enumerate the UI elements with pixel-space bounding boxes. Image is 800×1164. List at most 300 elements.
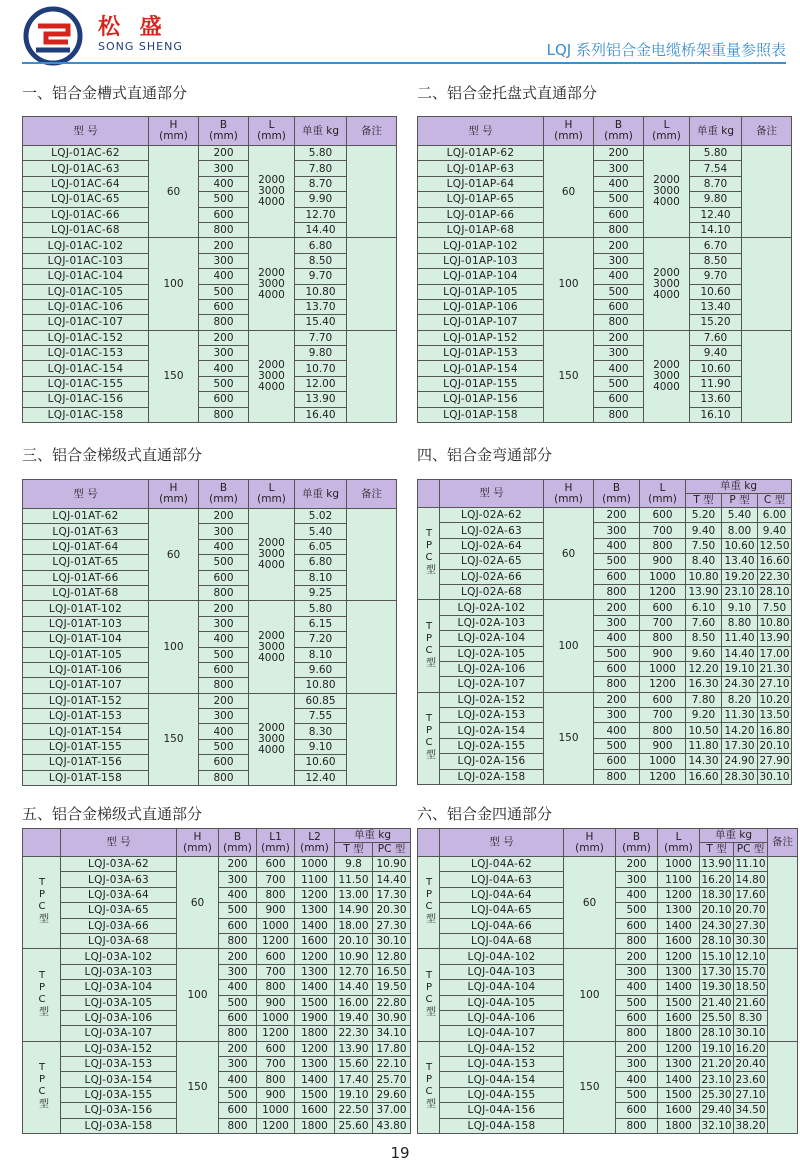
model-cell: LQJ-02A-106 bbox=[440, 661, 544, 676]
value-cell: 800 bbox=[616, 1026, 658, 1041]
value-cell: 500 bbox=[616, 903, 658, 918]
weight-cell: 8.50 bbox=[295, 253, 347, 268]
header-h: H (mm) bbox=[177, 829, 219, 857]
model-cell: LQJ-03A-68 bbox=[61, 933, 177, 948]
value-cell: 22.10 bbox=[373, 1057, 411, 1072]
model-cell: LQJ-04A-63 bbox=[440, 872, 564, 887]
header-l1: L1 (mm) bbox=[257, 829, 295, 857]
type-label-text: TPC型 bbox=[36, 1061, 48, 1109]
model-cell: LQJ-01AT-152 bbox=[23, 693, 149, 708]
value-cell: 400 bbox=[219, 1072, 257, 1087]
weight-cell: 9.40 bbox=[690, 346, 742, 361]
value-cell: 400 bbox=[616, 1072, 658, 1087]
header-model: 型 号 bbox=[61, 829, 177, 857]
value-cell: 23.60 bbox=[735, 1073, 766, 1086]
value-cell: 200 bbox=[616, 857, 658, 872]
value-cell: 16.20 bbox=[701, 873, 732, 886]
value-cell: 14.80 bbox=[735, 873, 766, 886]
header-remark: 备注 bbox=[768, 829, 798, 857]
value-cell: 200 bbox=[594, 600, 640, 615]
table-row bbox=[23, 315, 397, 330]
table-row bbox=[23, 146, 397, 161]
l-cell: 2000 3000 4000 bbox=[249, 601, 295, 693]
value-cell: 1600 bbox=[295, 933, 335, 948]
value-cell: 7.80 bbox=[686, 692, 722, 707]
value-cell: 16.50 bbox=[373, 964, 411, 979]
table-row bbox=[418, 646, 792, 661]
model-cell: LQJ-01AT-63 bbox=[23, 524, 149, 539]
value-cell: 16.60 bbox=[759, 555, 790, 568]
type-label bbox=[23, 1041, 61, 1133]
value-cell: 9.60 bbox=[686, 646, 722, 661]
weight-cell: 16.40 bbox=[295, 407, 347, 422]
weight-cell: 8.10 bbox=[295, 570, 347, 585]
value-cell: 6.10 bbox=[686, 600, 722, 615]
value-cell: 800 bbox=[594, 769, 640, 784]
value-cell: 14.40 bbox=[335, 980, 373, 995]
remark-cell bbox=[768, 857, 798, 949]
value-cell: 22.50 bbox=[335, 1103, 373, 1118]
value-cell: 22.80 bbox=[373, 995, 411, 1010]
l-cell: 2000 3000 4000 bbox=[644, 330, 690, 422]
value-cell: 21.20 bbox=[701, 1058, 732, 1071]
table-row bbox=[418, 207, 792, 222]
table-row bbox=[418, 538, 792, 553]
value-cell: 1000 bbox=[257, 1010, 295, 1025]
b-cell: 400 bbox=[199, 176, 249, 191]
table-row bbox=[418, 346, 792, 361]
value-cell: 28.30 bbox=[722, 769, 758, 784]
weight-cell: 7.54 bbox=[690, 161, 742, 176]
value-cell: 1200 bbox=[257, 1026, 295, 1041]
b-cell: 800 bbox=[594, 222, 644, 237]
value-cell: 22.30 bbox=[335, 1026, 373, 1041]
header-p-type: P 型 bbox=[722, 494, 758, 508]
value-cell: 10.80 bbox=[686, 569, 722, 584]
h-cell: 100 bbox=[149, 601, 199, 693]
value-cell: 1200 bbox=[640, 677, 686, 692]
model-cell: LQJ-01AC-102 bbox=[23, 238, 149, 253]
value-cell: 25.50 bbox=[701, 1012, 732, 1025]
model-cell: LQJ-02A-154 bbox=[440, 723, 544, 738]
value-cell: 1500 bbox=[658, 995, 700, 1010]
value-cell: 500 bbox=[594, 646, 640, 661]
model-cell: LQJ-01AT-105 bbox=[23, 647, 149, 662]
table-row bbox=[23, 570, 397, 585]
table-row bbox=[418, 330, 792, 345]
model-cell: LQJ-01AC-156 bbox=[23, 392, 149, 407]
b-cell: 500 bbox=[594, 376, 644, 391]
l-cell: 2000 3000 4000 bbox=[249, 693, 295, 785]
value-cell: 700 bbox=[257, 964, 295, 979]
value-cell: 600 bbox=[594, 661, 640, 676]
table-row bbox=[418, 315, 792, 330]
weight-cell: 16.10 bbox=[690, 407, 742, 422]
value-cell: 25.60 bbox=[335, 1118, 373, 1133]
b-cell: 400 bbox=[594, 361, 644, 376]
b-cell: 800 bbox=[199, 585, 249, 600]
value-cell: 13.90 bbox=[759, 632, 790, 645]
value-cell: 1300 bbox=[295, 903, 335, 918]
value-cell: 19.30 bbox=[701, 981, 732, 994]
model-cell: LQJ-02A-66 bbox=[440, 569, 544, 584]
b-cell: 800 bbox=[199, 222, 249, 237]
value-cell: 30.10 bbox=[373, 933, 411, 948]
value-cell: 12.10 bbox=[735, 950, 766, 963]
value-cell: 1800 bbox=[658, 1118, 700, 1133]
b-cell: 300 bbox=[594, 253, 644, 268]
value-cell: 22.30 bbox=[759, 570, 790, 583]
model-cell: LQJ-02A-64 bbox=[440, 538, 544, 553]
model-cell: LQJ-01AP-66 bbox=[418, 207, 544, 222]
model-cell: LQJ-04A-68 bbox=[440, 933, 564, 948]
model-cell: LQJ-01AC-158 bbox=[23, 407, 149, 422]
value-cell: 11.80 bbox=[686, 738, 722, 753]
table-row bbox=[418, 253, 792, 268]
value-cell: 200 bbox=[594, 692, 640, 707]
value-cell: 700 bbox=[257, 872, 295, 887]
model-cell: LQJ-01AT-64 bbox=[23, 539, 149, 554]
value-cell: 9.10 bbox=[722, 600, 758, 615]
value-cell: 300 bbox=[219, 964, 257, 979]
weight-cell: 5.40 bbox=[295, 524, 347, 539]
b-cell: 600 bbox=[594, 299, 644, 314]
b-cell: 400 bbox=[199, 361, 249, 376]
value-cell: 600 bbox=[219, 1010, 257, 1025]
type-label bbox=[418, 857, 440, 949]
weight-cell: 10.60 bbox=[690, 284, 742, 299]
value-cell: 200 bbox=[219, 1041, 257, 1056]
table-row bbox=[418, 661, 792, 676]
header-b: B (mm) bbox=[199, 480, 249, 509]
model-cell: LQJ-01AT-156 bbox=[23, 755, 149, 770]
spec-table bbox=[22, 479, 397, 786]
table-row bbox=[418, 738, 792, 753]
page-title: LQJ 系列铝合金电缆桥架重量参照表 bbox=[546, 41, 786, 59]
page-number: 19 bbox=[390, 1144, 410, 1162]
value-cell: 600 bbox=[257, 857, 295, 872]
l-cell: 2000 3000 4000 bbox=[249, 146, 295, 238]
value-cell: 12.20 bbox=[686, 661, 722, 676]
weight-cell: 13.70 bbox=[295, 299, 347, 314]
l-cell: 2000 3000 4000 bbox=[249, 330, 295, 422]
value-cell: 30.10 bbox=[759, 770, 790, 783]
value-cell: 24.30 bbox=[701, 919, 732, 932]
model-cell: LQJ-04A-105 bbox=[440, 995, 564, 1010]
table-row bbox=[418, 754, 792, 769]
b-cell: 600 bbox=[199, 392, 249, 407]
h-cell: 100 bbox=[149, 238, 199, 330]
model-cell: LQJ-01AP-155 bbox=[418, 376, 544, 391]
value-cell: 16.30 bbox=[686, 677, 722, 692]
b-cell: 800 bbox=[199, 315, 249, 330]
table-row bbox=[23, 755, 397, 770]
table-row bbox=[418, 392, 792, 407]
b-cell: 800 bbox=[594, 315, 644, 330]
table-row bbox=[23, 632, 397, 647]
b-cell: 300 bbox=[199, 161, 249, 176]
value-cell: 10.20 bbox=[759, 693, 790, 706]
value-cell: 500 bbox=[616, 995, 658, 1010]
b-cell: 400 bbox=[199, 269, 249, 284]
value-cell: 800 bbox=[616, 933, 658, 948]
header-l2: L2 (mm) bbox=[295, 829, 335, 857]
model-cell: LQJ-01AP-102 bbox=[418, 238, 544, 253]
remark-cell bbox=[768, 949, 798, 1041]
model-cell: LQJ-03A-62 bbox=[61, 857, 177, 872]
model-cell: LQJ-01AT-104 bbox=[23, 632, 149, 647]
value-cell: 1000 bbox=[257, 918, 295, 933]
model-cell: LQJ-02A-107 bbox=[440, 677, 544, 692]
remark-cell bbox=[347, 601, 397, 693]
value-cell: 300 bbox=[616, 964, 658, 979]
value-cell: 900 bbox=[640, 646, 686, 661]
model-cell: LQJ-04A-152 bbox=[440, 1041, 564, 1056]
model-cell: LQJ-01AP-103 bbox=[418, 253, 544, 268]
value-cell: 14.40 bbox=[373, 872, 411, 887]
header-model: 型 号 bbox=[440, 480, 544, 508]
value-cell: 30.90 bbox=[373, 1010, 411, 1025]
l-cell: 2000 3000 4000 bbox=[249, 509, 295, 601]
value-cell: 300 bbox=[594, 615, 640, 630]
model-cell: LQJ-01AC-64 bbox=[23, 176, 149, 191]
remark-cell bbox=[768, 1041, 798, 1133]
value-cell: 25.30 bbox=[701, 1089, 732, 1102]
table-row bbox=[418, 299, 792, 314]
weight-cell: 9.80 bbox=[690, 192, 742, 207]
header-h: H (mm) bbox=[149, 480, 199, 509]
table-row bbox=[23, 269, 397, 284]
model-cell: LQJ-01AT-62 bbox=[23, 509, 149, 524]
value-cell: 500 bbox=[594, 738, 640, 753]
table-row bbox=[23, 539, 397, 554]
weight-cell: 7.20 bbox=[295, 632, 347, 647]
value-cell: 600 bbox=[257, 1041, 295, 1056]
table-row bbox=[418, 361, 792, 376]
h-cell: 60 bbox=[564, 857, 616, 949]
header-l: L (mm) bbox=[644, 117, 690, 146]
model-cell: LQJ-04A-103 bbox=[440, 964, 564, 979]
table-row bbox=[418, 631, 792, 646]
section-title: 五、铝合金梯级式直通部分 bbox=[22, 805, 203, 823]
model-cell: LQJ-01AT-65 bbox=[23, 555, 149, 570]
value-cell: 19.20 bbox=[722, 569, 758, 584]
value-cell: 19.10 bbox=[701, 1042, 732, 1055]
header-h: H (mm) bbox=[544, 117, 594, 146]
model-cell: LQJ-03A-156 bbox=[61, 1103, 177, 1118]
weight-cell: 8.10 bbox=[295, 647, 347, 662]
value-cell: 1200 bbox=[640, 769, 686, 784]
l-cell: 2000 3000 4000 bbox=[644, 238, 690, 330]
value-cell: 28.10 bbox=[701, 935, 732, 948]
table-row bbox=[418, 222, 792, 237]
value-cell: 28.10 bbox=[759, 586, 790, 599]
spec-table bbox=[417, 479, 792, 785]
table-row bbox=[23, 207, 397, 222]
value-cell: 400 bbox=[594, 538, 640, 553]
value-cell: 8.50 bbox=[686, 631, 722, 646]
value-cell: 15.70 bbox=[735, 965, 766, 978]
h-cell: 60 bbox=[544, 508, 594, 600]
b-cell: 300 bbox=[594, 346, 644, 361]
type-label-text: TPC型 bbox=[423, 1061, 435, 1109]
weight-cell: 9.80 bbox=[295, 346, 347, 361]
model-cell: LQJ-01AC-154 bbox=[23, 361, 149, 376]
model-cell: LQJ-01AT-153 bbox=[23, 709, 149, 724]
model-cell: LQJ-04A-104 bbox=[440, 980, 564, 995]
value-cell: 1400 bbox=[658, 980, 700, 995]
model-cell: LQJ-02A-155 bbox=[440, 738, 544, 753]
value-cell: 1200 bbox=[257, 1118, 295, 1133]
b-cell: 300 bbox=[199, 524, 249, 539]
b-cell: 200 bbox=[199, 330, 249, 345]
spec-table bbox=[417, 116, 792, 423]
value-cell: 200 bbox=[616, 1041, 658, 1056]
weight-cell: 12.40 bbox=[690, 207, 742, 222]
value-cell: 20.10 bbox=[701, 904, 732, 917]
value-cell: 1400 bbox=[295, 918, 335, 933]
model-cell: LQJ-01AT-158 bbox=[23, 770, 149, 785]
model-cell: LQJ-01AP-153 bbox=[418, 346, 544, 361]
value-cell: 27.30 bbox=[373, 918, 411, 933]
value-cell: 18.30 bbox=[701, 888, 732, 901]
model-cell: LQJ-03A-66 bbox=[61, 918, 177, 933]
brand-name-en: SONG SHENG bbox=[98, 40, 183, 53]
value-cell: 13.00 bbox=[335, 887, 373, 902]
value-cell: 8.20 bbox=[722, 692, 758, 707]
remark-cell bbox=[347, 238, 397, 330]
value-cell: 17.30 bbox=[722, 738, 758, 753]
value-cell: 19.40 bbox=[335, 1010, 373, 1025]
h-cell: 60 bbox=[149, 509, 199, 601]
value-cell: 8.80 bbox=[722, 615, 758, 630]
table-row bbox=[418, 508, 792, 523]
weight-cell: 6.70 bbox=[690, 238, 742, 253]
value-cell: 1300 bbox=[658, 903, 700, 918]
value-cell: 400 bbox=[616, 980, 658, 995]
value-cell: 16.60 bbox=[686, 769, 722, 784]
b-cell: 300 bbox=[199, 253, 249, 268]
value-cell: 16.80 bbox=[759, 724, 790, 737]
value-cell: 600 bbox=[616, 1103, 658, 1118]
weight-cell: 8.70 bbox=[690, 176, 742, 191]
weight-cell: 8.70 bbox=[295, 176, 347, 191]
value-cell: 37.00 bbox=[373, 1103, 411, 1118]
table-row bbox=[23, 176, 397, 191]
value-cell: 14.40 bbox=[722, 646, 758, 661]
value-cell: 1900 bbox=[295, 1010, 335, 1025]
model-cell: LQJ-01AT-107 bbox=[23, 678, 149, 693]
weight-cell: 6.80 bbox=[295, 555, 347, 570]
value-cell: 7.60 bbox=[686, 615, 722, 630]
value-cell: 500 bbox=[219, 995, 257, 1010]
b-cell: 200 bbox=[199, 693, 249, 708]
remark-cell bbox=[347, 146, 397, 238]
value-cell: 1300 bbox=[295, 964, 335, 979]
value-cell: 14.90 bbox=[335, 903, 373, 918]
weight-cell: 12.00 bbox=[295, 376, 347, 391]
model-cell: LQJ-01AC-68 bbox=[23, 222, 149, 237]
weight-cell: 7.60 bbox=[690, 330, 742, 345]
value-cell: 900 bbox=[640, 738, 686, 753]
header-pc-type: PC 型 bbox=[734, 843, 768, 857]
value-cell: 12.80 bbox=[373, 949, 411, 964]
value-cell: 21.40 bbox=[701, 996, 732, 1009]
value-cell: 800 bbox=[219, 1118, 257, 1133]
h-cell: 60 bbox=[177, 857, 219, 949]
b-cell: 400 bbox=[199, 539, 249, 554]
header-weight: 单重 kg bbox=[700, 829, 768, 843]
value-cell: 1200 bbox=[658, 887, 700, 902]
h-cell: 100 bbox=[544, 238, 594, 330]
model-cell: LQJ-03A-107 bbox=[61, 1026, 177, 1041]
weight-cell: 13.90 bbox=[295, 392, 347, 407]
value-cell: 800 bbox=[219, 933, 257, 948]
value-cell: 1600 bbox=[658, 933, 700, 948]
value-cell: 13.50 bbox=[759, 709, 790, 722]
b-cell: 800 bbox=[199, 407, 249, 422]
table-row bbox=[418, 376, 792, 391]
value-cell: 14.20 bbox=[722, 723, 758, 738]
value-cell: 900 bbox=[640, 554, 686, 569]
h-cell: 150 bbox=[149, 693, 199, 785]
model-cell: LQJ-03A-105 bbox=[61, 995, 177, 1010]
value-cell: 300 bbox=[616, 872, 658, 887]
value-cell: 800 bbox=[594, 677, 640, 692]
b-cell: 800 bbox=[199, 770, 249, 785]
value-cell: 1500 bbox=[658, 1087, 700, 1102]
value-cell: 18.50 bbox=[735, 981, 766, 994]
value-cell: 6.00 bbox=[758, 508, 792, 523]
table-row bbox=[418, 554, 792, 569]
value-cell: 200 bbox=[616, 949, 658, 964]
value-cell: 1400 bbox=[295, 1072, 335, 1087]
remark-cell bbox=[742, 238, 792, 330]
value-cell: 43.80 bbox=[373, 1118, 411, 1133]
header-l: L (mm) bbox=[658, 829, 700, 857]
value-cell: 600 bbox=[594, 754, 640, 769]
h-cell: 100 bbox=[564, 949, 616, 1041]
header-remark: 备注 bbox=[347, 117, 397, 146]
value-cell: 32.10 bbox=[701, 1119, 732, 1132]
value-cell: 900 bbox=[257, 903, 295, 918]
value-cell: 14.30 bbox=[686, 754, 722, 769]
model-cell: LQJ-01AP-107 bbox=[418, 315, 544, 330]
table-row bbox=[418, 769, 792, 784]
model-cell: LQJ-02A-158 bbox=[440, 769, 544, 784]
value-cell: 800 bbox=[257, 980, 295, 995]
value-cell: 21.30 bbox=[759, 663, 790, 676]
model-cell: LQJ-01AC-104 bbox=[23, 269, 149, 284]
value-cell: 11.10 bbox=[735, 858, 766, 871]
model-cell: LQJ-03A-106 bbox=[61, 1010, 177, 1025]
b-cell: 800 bbox=[199, 678, 249, 693]
table-row bbox=[23, 709, 397, 724]
value-cell: 8.30 bbox=[734, 1010, 768, 1025]
value-cell: 12.50 bbox=[759, 539, 790, 552]
value-cell: 1100 bbox=[658, 872, 700, 887]
value-cell: 600 bbox=[219, 918, 257, 933]
weight-cell: 9.70 bbox=[295, 269, 347, 284]
model-cell: LQJ-02A-65 bbox=[440, 554, 544, 569]
model-cell: LQJ-01AC-153 bbox=[23, 346, 149, 361]
table-row bbox=[418, 161, 792, 176]
value-cell: 500 bbox=[219, 1087, 257, 1102]
model-cell: LQJ-03A-63 bbox=[61, 872, 177, 887]
value-cell: 800 bbox=[594, 584, 640, 599]
table-row bbox=[418, 600, 792, 615]
value-cell: 10.80 bbox=[759, 616, 790, 629]
